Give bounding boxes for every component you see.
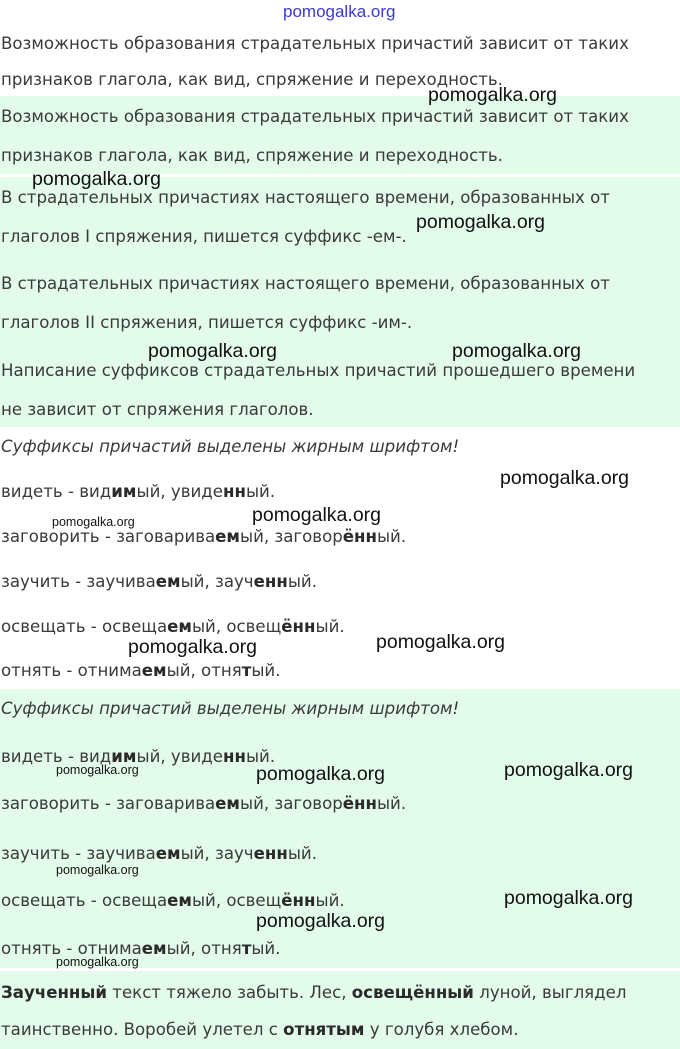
example-row: видеть - видимый, увиденный. [1,482,276,501]
examples-note: Суффиксы причастий выделены жирным шрифтом! [1,699,460,718]
watermark: pomogalka.org [52,515,135,529]
watermark: pomogalka.org [32,168,161,190]
rule-2-line-2: глаголов II спряжения, пишется суффикс -им-. [1,313,413,332]
watermark-top: pomogalka.org [283,2,396,21]
rule-3-line-1: Написание суффиксов страдательных причастий прошедшего времени [1,361,636,380]
watermark: pomogalka.org [256,910,385,932]
rule-2-line-1: В страдательных причастиях настоящего времени, образованных от [1,274,610,293]
watermark: pomogalka.org [504,887,633,909]
example-row: заговорить - заговариваемый, заговорённый. [1,527,407,546]
watermark: pomogalka.org [504,759,633,781]
sentence-line-2: таинственно. Воробей улетел с отнятым у голубя хлебом. [1,1020,519,1039]
intro-line-2: признаков глагола, как вид, спряжение и переходность. [1,70,503,89]
rule-1-line-1: В страдательных причастиях настоящего времени, образованных от [1,188,610,207]
sentence-line-1: Заученный текст тяжело забыть. Лес, освещённый луной, выглядел [1,983,627,1002]
theory-line-2: признаков глагола, как вид, спряжение и переходность. [1,146,503,165]
watermark: pomogalka.org [416,211,545,233]
watermark: pomogalka.org [428,84,557,106]
watermark: pomogalka.org [56,955,139,969]
example-row: заговорить - заговариваемый, заговорённый. [1,794,407,813]
theory-block-2 [0,177,680,427]
rule-3-line-2: не зависит от спряжения глаголов. [1,400,314,419]
example-row: заучить - заучиваемый, заученный. [1,844,317,863]
watermark: pomogalka.org [500,467,629,489]
sentences-block [0,971,680,1049]
example-row: освещать - освещаемый, освещённый. [1,617,345,636]
example-row: освещать - освещаемый, освещённый. [1,891,345,910]
rule-1-line-2: глаголов I спряжения, пишется суффикс -ем-. [1,227,407,246]
example-row: видеть - видимый, увиденный. [1,747,276,766]
watermark: pomogalka.org [56,863,139,877]
example-row: заучить - заучиваемый, заученный. [1,572,317,591]
watermark: pomogalka.org [128,636,257,658]
example-row: отнять - отнимаемый, отнятый. [1,939,281,958]
example-row: отнять - отнимаемый, отнятый. [1,661,281,680]
examples-note: Суффиксы причастий выделены жирным шрифтом! [1,437,460,456]
watermark: pomogalka.org [56,763,139,777]
watermark: pomogalka.org [252,504,381,526]
watermark: pomogalka.org [376,631,505,653]
intro-line-1: Возможность образования страдательных причастий зависит от таких [1,34,629,53]
watermark: pomogalka.org [148,340,277,362]
watermark: pomogalka.org [452,340,581,362]
theory-line-1: Возможность образования страдательных причастий зависит от таких [1,107,629,126]
watermark: pomogalka.org [256,763,385,785]
theory-block-1 [0,96,680,174]
